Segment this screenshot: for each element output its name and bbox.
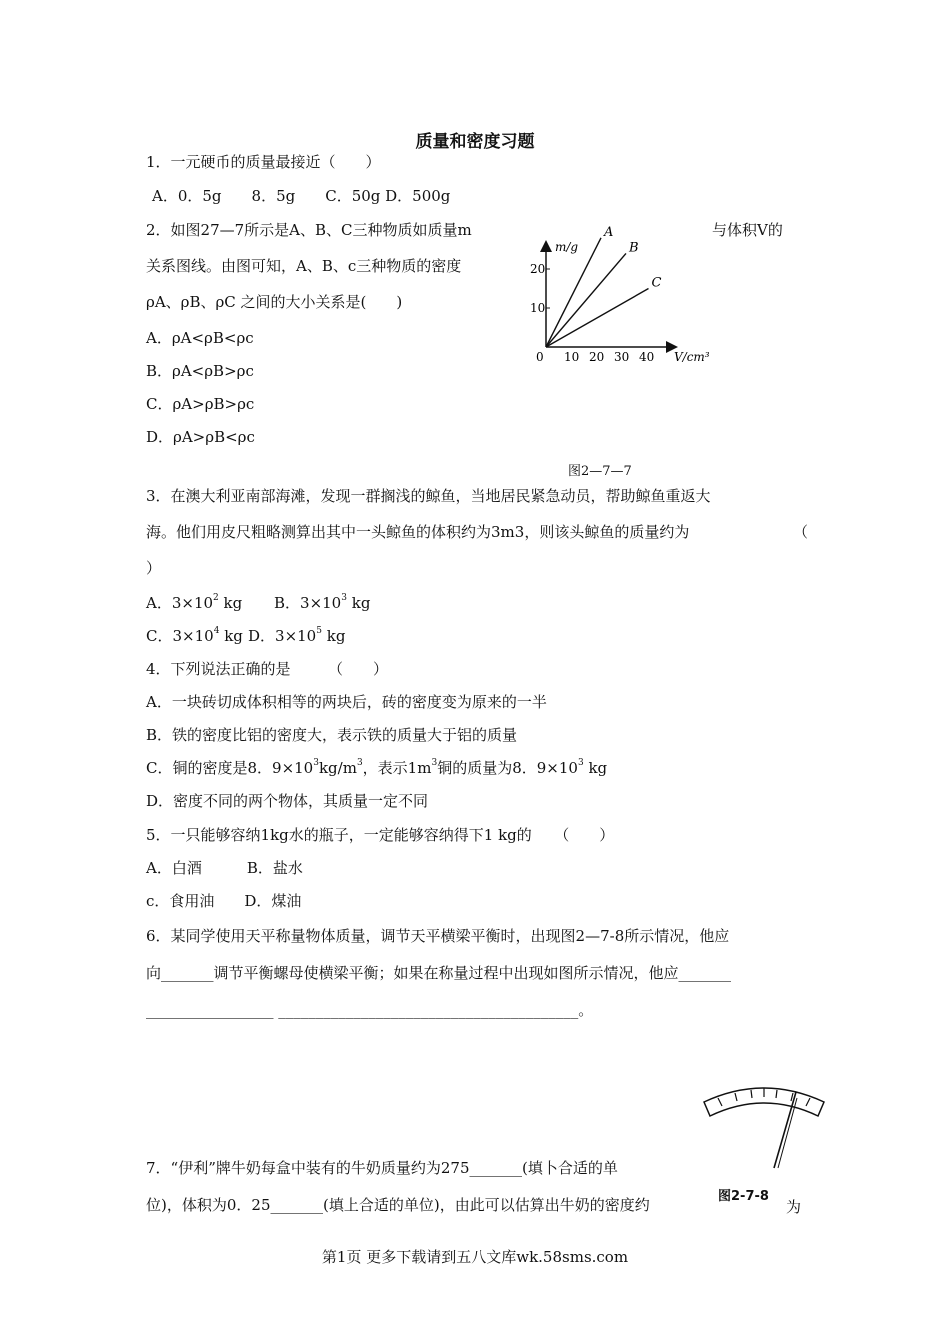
q4-option-c: C．铜的密度是8．$9\times 10^3kg/m^3$，表示$1m^3$铜的质量为8．$9\times 10^3$ kg — [146, 758, 608, 777]
q3-option-b: B．$3\times 10^3$ kg — [274, 593, 371, 612]
q2-option-c: C．ρA>ρB>ρc — [146, 395, 255, 413]
q1-stem: 1．一元硬币的质量最接近（ ） — [146, 153, 381, 171]
q5-options-cd: c．食用油 D．煤油 — [146, 892, 302, 910]
series-label-B: B — [629, 240, 639, 256]
q6-line2: 向_______调节平衡螺母使横梁平衡；如果在称量过程中出现如图所示情况，他应_______ — [146, 964, 732, 982]
q1-options: A．0．5g 8．5g C．50g D．500g — [152, 187, 451, 205]
q2-stem-right: 与体积V的 — [712, 221, 783, 239]
q7-line2: 位)，体积为0．25_______(填上合适的单位)，由此可以估算出牛奶的密度约 — [146, 1196, 650, 1214]
figure-caption-2-7-7: 图2—7—7 — [568, 464, 632, 479]
q3-line2: 海。他们用皮尺粗略测算出其中一头鲸鱼的体积约为3m3，则该头鲸鱼的质量约为 — [146, 523, 690, 541]
q2-line3: ρA、ρB、ρC 之间的大小关系是( ) — [146, 293, 403, 311]
q7-line1: 7．“伊利”牌牛奶每盒中装有的牛奶质量约为275_______(填卜合适的单 — [146, 1159, 618, 1177]
q2-option-b: B．ρA<ρB>ρc — [146, 362, 254, 380]
q2-option-a: A．ρA<ρB<ρc — [146, 329, 254, 347]
q5-options-ab: A．白酒 B．盐水 — [146, 859, 303, 877]
q4-option-b: B．铁的密度比铝的密度大，表示铁的质量大于铝的质量 — [146, 726, 518, 744]
q5-stem: 5．一只能够容纳1kg水的瓶子，一定能够容纳得下1 kg的 （ ） — [146, 826, 615, 844]
y-axis-label: m/g — [555, 240, 579, 254]
q3-line1: 3．在澳大利亚南部海滩，发现一群搁浅的鲸鱼，当地居民紧急动员，帮助鲸鱼重返大 — [146, 487, 711, 505]
q3-option-d: D．$3\times 10^5$ kg — [248, 626, 346, 645]
balance-scale-figure — [700, 1080, 830, 1170]
series-label-A: A — [604, 224, 614, 240]
x-tick-label: 10 — [564, 350, 580, 364]
q6-line1: 6．某同学使用天平称量物体质量，调节天平横梁平衡时，出现图2—7-8所示情况，他应 — [146, 927, 730, 945]
q4-option-d: D．密度不同的两个物体，其质量一定不同 — [146, 792, 429, 810]
q2-line2: 关系图线。由图可知，A、B、c三种物质的密度 — [146, 257, 462, 275]
series-label-C: C — [651, 275, 662, 291]
x-tick-label: 0 — [536, 350, 544, 364]
q7-line2-end: 为 — [786, 1198, 802, 1216]
page-footer: 第1页 更多下载请到五八文库wk.58sms.com — [321, 1248, 629, 1266]
q4-stem: 4．下列说法正确的是 （ ） — [146, 660, 389, 678]
y-tick-label: 10 — [530, 301, 546, 315]
q3-paren-open: （ — [793, 523, 809, 541]
x-axis-label: V/cm³ — [674, 350, 710, 364]
figure-caption-2-7-8: 图2-7-8 — [718, 1189, 769, 1204]
q2-stem-left: 2．如图27—7所示是A、B、C三种物质如质量m — [146, 221, 472, 239]
q3-option-c: C．$3\times 10^4$ kg — [146, 626, 243, 645]
y-tick-label: 20 — [530, 262, 546, 276]
x-tick-label: 40 — [639, 350, 655, 364]
q6-line3: _________________ ________________________________________。 — [146, 1001, 594, 1019]
x-tick-label: 30 — [614, 350, 630, 364]
x-tick-label: 20 — [589, 350, 605, 364]
mass-volume-chart — [525, 224, 725, 370]
q3-option-a: A．$3\times 10^2$ kg — [146, 593, 243, 612]
q3-paren-close: ） — [146, 559, 162, 577]
q4-option-a: A．一块砖切成体积相等的两块后，砖的密度变为原来的一半 — [146, 693, 547, 711]
page-title: 质量和密度习题 — [415, 132, 535, 152]
q2-option-d: D．ρA>ρB<ρc — [146, 428, 255, 446]
